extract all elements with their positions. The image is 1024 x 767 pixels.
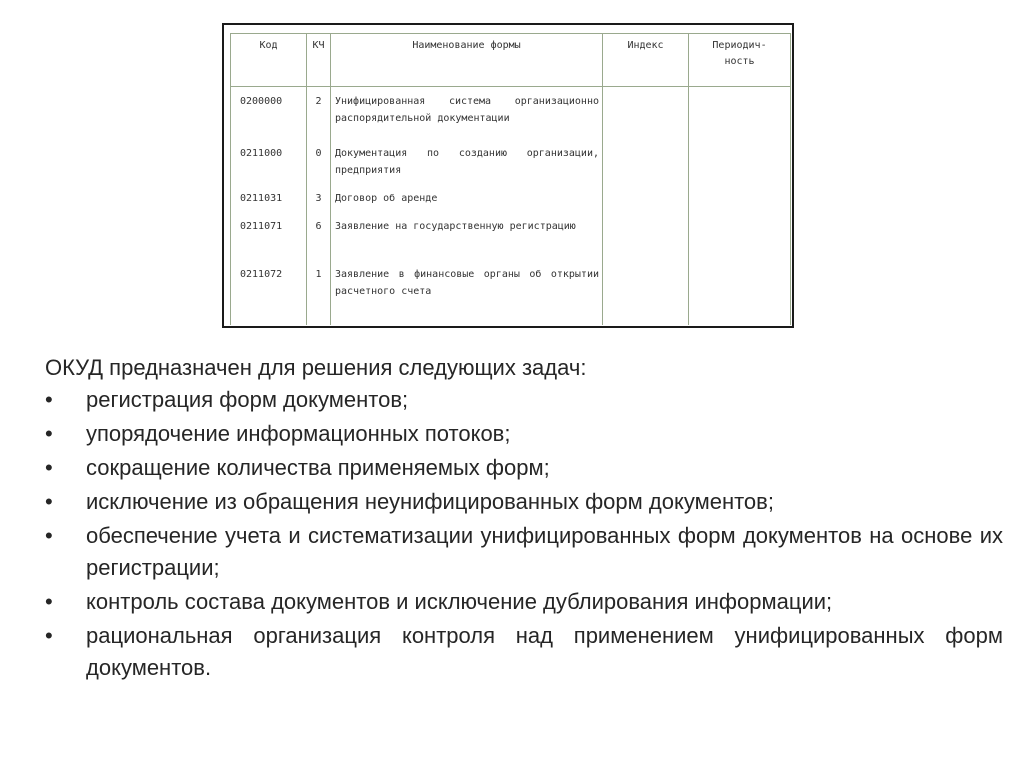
okud-table-figure (222, 23, 794, 328)
cell-index (603, 218, 689, 266)
cell-name: Унифицированная система организационно распорядительной документации (331, 87, 603, 146)
bullet-icon: • (45, 387, 53, 412)
list-item (45, 384, 1003, 416)
table-row (231, 266, 791, 325)
cell-code: 0211071 (231, 218, 307, 266)
header-periodicity-line2: ность (724, 56, 755, 67)
task-text: контроль состава документов и исключение дублирования информации; (86, 589, 833, 614)
cell-code: 0211000 (231, 145, 307, 190)
bullet-icon: • (45, 455, 53, 480)
cell-index (603, 266, 689, 325)
cell-name: Договор об аренде (331, 190, 603, 218)
cell-kch: 2 (307, 87, 331, 146)
bullet-icon: • (45, 523, 53, 548)
header-kch: КЧ (307, 34, 331, 87)
bullet-icon: • (45, 623, 53, 648)
header-periodicity-line1: Периодич- (712, 40, 767, 51)
task-text: сокращение количества применяемых форм; (86, 455, 550, 480)
table-row (231, 218, 791, 266)
list-item (45, 486, 1003, 518)
task-list (45, 384, 1003, 684)
cell-name: Документация по созданию организации, предприятия (331, 145, 603, 190)
okud-tasks-text (45, 352, 1003, 686)
list-item (45, 452, 1003, 484)
task-text: регистрация форм документов; (86, 387, 409, 412)
cell-code: 0211072 (231, 266, 307, 325)
cell-periodicity (689, 266, 791, 325)
list-item (45, 520, 1003, 584)
header-index: Индекс (603, 34, 689, 87)
list-item (45, 620, 1003, 684)
cell-code: 0200000 (231, 87, 307, 146)
header-name: Наименование формы (331, 34, 603, 87)
cell-index (603, 190, 689, 218)
task-text: упорядочение информационных потоков; (86, 421, 511, 446)
cell-kch: 6 (307, 218, 331, 266)
header-code: Код (231, 34, 307, 87)
list-item (45, 586, 1003, 618)
table-row (231, 190, 791, 218)
bullet-icon: • (45, 589, 53, 614)
okud-table (230, 33, 791, 325)
cell-name: Заявление в финансовые органы об открытии расчетного счета (331, 266, 603, 325)
bullet-icon: • (45, 421, 53, 446)
task-text: исключение из обращения неунифицированных форм документов; (86, 489, 774, 514)
cell-periodicity (689, 87, 791, 146)
cell-periodicity (689, 218, 791, 266)
cell-periodicity (689, 145, 791, 190)
table-header-row (231, 34, 791, 87)
table-row (231, 145, 791, 190)
cell-kch: 1 (307, 266, 331, 325)
cell-name: Заявление на государственную регистрацию (331, 218, 603, 266)
cell-code: 0211031 (231, 190, 307, 218)
task-text: рациональная организация контроля над применением унифицированных форм документов. (86, 623, 1003, 680)
task-text: обеспечение учета и систематизации унифицированных форм документов на основе их регистрации; (86, 523, 1003, 580)
list-item (45, 418, 1003, 450)
cell-index (603, 145, 689, 190)
cell-kch: 0 (307, 145, 331, 190)
cell-periodicity (689, 190, 791, 218)
header-periodicity (689, 34, 791, 87)
cell-index (603, 87, 689, 146)
table-row (231, 87, 791, 146)
bullet-icon: • (45, 489, 53, 514)
cell-kch: 3 (307, 190, 331, 218)
intro-paragraph: ОКУД предназначен для решения следующих задач: (45, 355, 587, 380)
